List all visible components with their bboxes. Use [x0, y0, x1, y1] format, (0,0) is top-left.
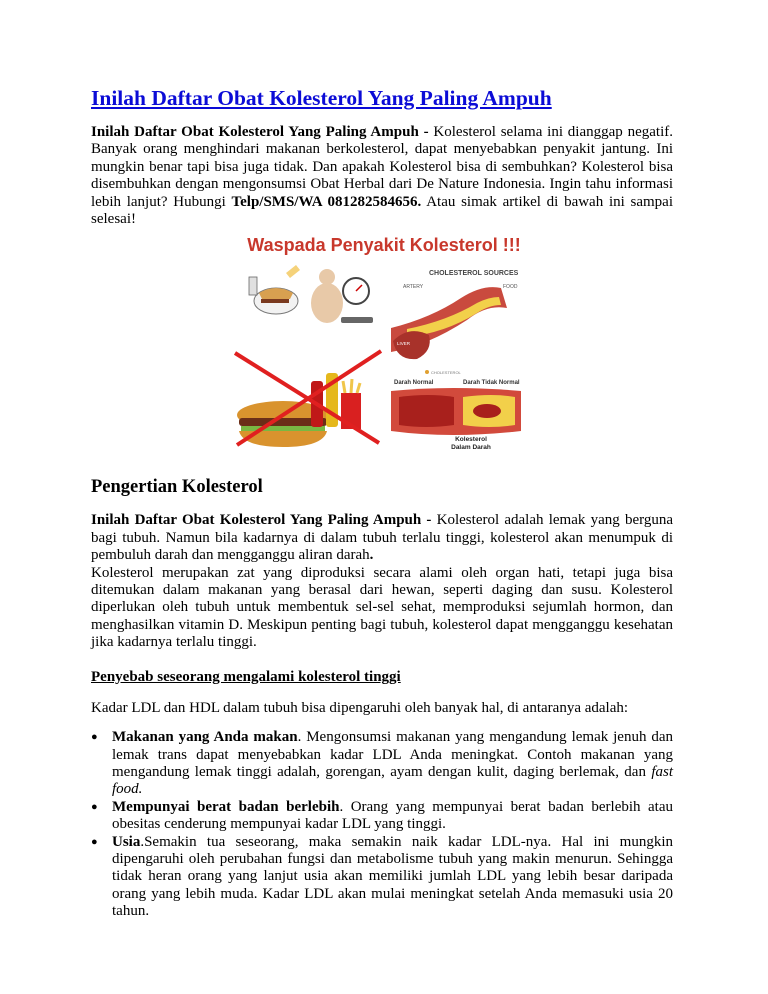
definition-dot: . — [369, 547, 374, 564]
article — [91, 84, 673, 921]
cholesterol-infographic — [231, 233, 537, 454]
cause-title: Usia — [112, 833, 141, 850]
bullet-icon: ● — [91, 835, 98, 848]
food-label: FOOD — [503, 284, 518, 291]
fast-food-prohibited-image — [235, 351, 381, 447]
definition-text: Kolesterol adalah lemak yang berguna bagi tubuh. Namun bila kadarnya di dalam tubuh terlalu tinggi, kolesterol akan menumpuk di pembuluh darah dan mengganggu aliran darah — [91, 512, 673, 564]
cause-text: . Orang yang mempunyai berat badan berlebih atau obesitas cenderung mempunyai kadar LDL yang tinggi. — [112, 798, 673, 833]
list-item — [91, 833, 673, 921]
causes-intro: Kadar LDL dan HDL dalam tubuh bisa dipengaruhi oleh banyak hal, di antaranya adalah: — [91, 699, 629, 716]
causes-list — [91, 729, 673, 920]
intro-lead: Inilah Daftar Obat Kolesterol Yang Paling Ampuh - — [91, 124, 429, 140]
cholesterol-sources-panel — [391, 270, 519, 375]
blood-vessel-comparison — [391, 380, 521, 451]
page-title — [91, 84, 673, 112]
sources-title: CHOLESTEROL SOURCES — [429, 270, 519, 278]
title-link[interactable]: Inilah Daftar Obat Kolesterol Yang Paling Ampuh — [91, 86, 552, 110]
cause-text: .Semakin tua seseorang, maka semakin naik kadar LDL-nya. Hal ini mungkin dipengaruhi oleh perubahan fungsi dan metabolisme tubuh yang makin menurun. Sehingga tidak heran orang yang lanjut usia akan memiliki jumlah LDL yang lebih besar daripada orang yang lebih muda. Kadar LDL akan mulai meningkat setelah Anda memasuki usia 20 tahun. — [112, 833, 673, 920]
list-item — [91, 729, 673, 799]
intro-paragraph — [91, 124, 673, 228]
list-item — [91, 798, 673, 834]
source-credit: CHOLESTEROL — [431, 370, 461, 376]
cause-italic: fast food. — [112, 763, 673, 798]
definition-lead: Inilah Daftar Obat Kolesterol Yang Paling Ampuh - — [91, 512, 432, 529]
bullet-icon: ● — [91, 800, 98, 813]
section-heading: Pengertian Kolesterol — [91, 477, 263, 498]
liver-label: LIVER — [397, 341, 411, 347]
normal-blood-label: Darah Normal — [394, 380, 434, 387]
caption-line-1: Kolesterol — [455, 436, 487, 444]
production-paragraph: Kolesterol merupakan zat yang diproduksi secara alami oleh organ hati, tetapi juga bisa ditemukan dalam makanan yang berasal dari hewan, seperti daging dan susu. Kolesterol diperlukan oleh tubuh untuk membentuk sel-sel sehat, memproduksi sejumlah hormon, dan menghasilkan vitamin D. Meskipun penting bagi tubuh, kolesterol dapat mengganggu kesehatan jika kadarnya terlalu tinggi. — [91, 564, 673, 651]
causes-heading: Penyebab seseorang mengalami kolesterol tinggi — [91, 668, 401, 685]
definition-paragraph — [91, 512, 673, 564]
artery-label: ARTERY — [403, 284, 424, 291]
infographic-headline: Waspada Penyakit Kolesterol !!! — [247, 235, 521, 256]
cause-title: Makanan yang Anda makan — [112, 729, 298, 746]
infographic-svg — [231, 233, 537, 454]
cause-title: Mempunyai berat badan berlebih — [112, 798, 340, 815]
intro-tail: Atau simak artikel di bawah ini sampai selesai! — [91, 193, 673, 228]
caption-line-2: Dalam Darah — [451, 444, 491, 452]
abnormal-blood-label: Darah Tidak Normal — [463, 380, 520, 387]
junk-food-scale-image — [249, 265, 373, 323]
intro-text: Kolesterol selama ini dianggap negatif. Banyak orang menghindari makanan berkolesterol, dapat menyebabkan penyakit jantung. Ini mungkin benar tapi bisa juga tidak. Dan apakah Kolesterol bisa di sembuhkan? Kolesterol bisa disembuhkan dengan mengonsumsi Obat Herbal dari De Nature Indonesia. Ingin tahu informasi lebih lanjut? Hubungi — [91, 124, 674, 210]
intro-contact: Telp/SMS/WA 081282584656. — [231, 193, 422, 210]
cause-text: . Mengonsumsi makanan yang mengandung lemak jenuh dan lemak trans dapat menyebabkan kadar LDL Anda meningkat. Contoh makanan yang mengandung lemak tinggi adalah, gorengan, ayam dengan kulit, daging berlemak, dan — [112, 729, 673, 780]
bullet-icon: ● — [91, 731, 98, 744]
